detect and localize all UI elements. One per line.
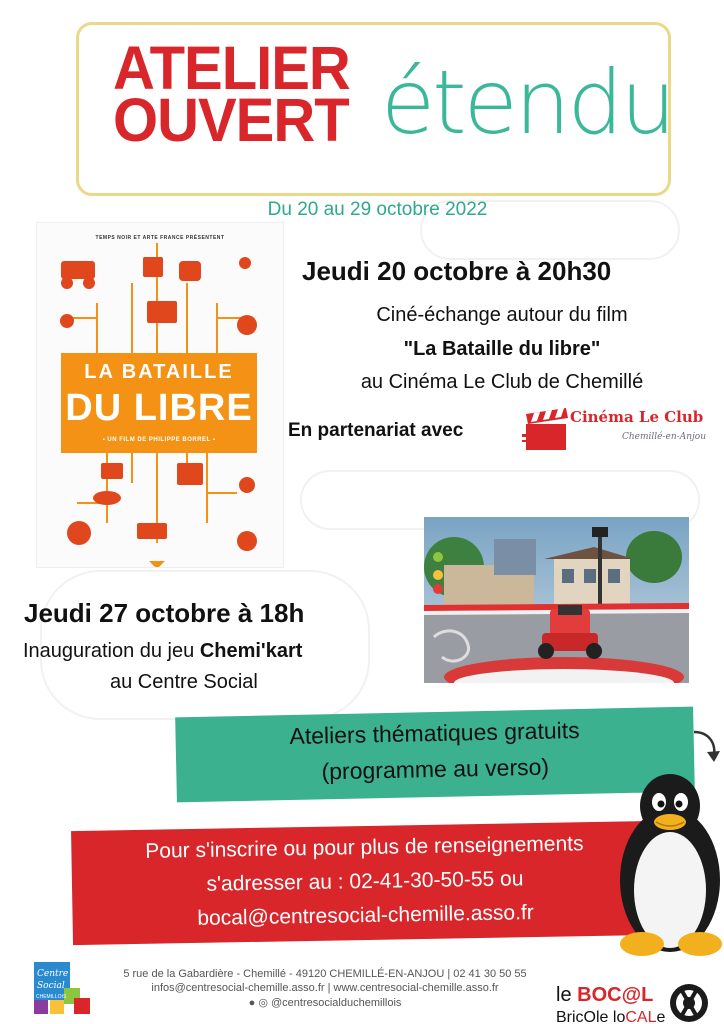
footer-web: infos@centresocial-chemille.asso.fr | www.centresocial-chemille.asso.fr	[151, 982, 499, 994]
workshops-line-1: Ateliers thématiques gratuits	[289, 716, 580, 750]
curved-arrow-icon	[692, 726, 722, 766]
tux-penguin-icon	[612, 770, 724, 960]
bocal-logo-prefix: le	[556, 984, 578, 1006]
footer-address: 5 rue de la Gabardière - Chemillé - 49120 CHEMILLÉ-EN-ANJOU | 02 41 30 50 55	[123, 968, 527, 980]
event-2-game-name: Chemi'kart	[199, 640, 303, 662]
gear-wheel-icon	[668, 982, 710, 1024]
title-script: étendu	[381, 51, 674, 154]
title-box	[76, 22, 674, 196]
poster-credit: ▪ UN FILM DE PHILIPPE BORREL ▪	[102, 437, 216, 443]
partner-label: En partenariat avec	[288, 420, 464, 441]
facebook-icon: ●	[248, 997, 256, 1009]
footer-social-handle: @centresocialduchemillois	[271, 997, 402, 1009]
signup-line-2: s'adresser au : 02-41-30-50-55 ou	[206, 867, 524, 896]
event-2-heading: Jeudi 27 octobre à 18h	[24, 598, 305, 628]
bocal-logo-sub-a: BricOle lo	[556, 1009, 626, 1024]
event-2-description	[23, 640, 302, 663]
bocal-logo-sub-b: CAL	[625, 1009, 657, 1024]
poster-presenters: TEMPS NOIR ET ARTE FRANCE PRÉSENTENT	[95, 235, 225, 241]
cinema-name: Cinéma Le Club	[570, 408, 704, 426]
cinema-city: Chemillé-en-Anjou	[622, 432, 707, 442]
bocal-logo-title	[556, 984, 665, 1007]
workshops-line-2: (programme au verso)	[321, 753, 550, 785]
event-1-heading: Jeudi 20 octobre à 20h30	[302, 256, 612, 286]
bocal-logo	[556, 984, 665, 1024]
title-line-1: ATELIER	[113, 34, 350, 103]
title-block	[113, 34, 383, 155]
cinema-logo	[522, 402, 712, 458]
centre-social-logo-text-1: Centre	[37, 969, 69, 979]
clapperboard-icon	[522, 404, 572, 456]
centre-social-logo-text-2: Social	[37, 981, 65, 991]
event-1-place: au Cinéma Le Club de Chemillé	[360, 371, 644, 393]
instagram-icon: ◎	[258, 997, 268, 1009]
title-line-2: OUVERT	[113, 86, 349, 155]
centre-social-logo	[28, 960, 96, 1018]
poster-title-banner	[61, 353, 257, 453]
bocal-logo-sub-c: e	[656, 1009, 666, 1024]
centre-social-logo-text-3: CHEMILLOIS	[36, 994, 67, 1000]
game-screenshot	[424, 517, 689, 683]
kart-game-image	[424, 517, 689, 683]
bocal-logo-name: BOC@L	[577, 984, 654, 1006]
signup-line-1: Pour s'inscrire ou pour plus de renseignements	[145, 832, 584, 863]
poster-title-main: DU LIBRE	[65, 387, 253, 429]
event-1-description: Ciné-échange autour du film	[376, 304, 628, 326]
event-2-place: au Centre Social	[110, 671, 258, 693]
signup-email: bocal@centresocial-chemille.asso.fr	[197, 901, 534, 930]
event-2-description-prefix: Inauguration du jeu	[23, 640, 200, 662]
signup-banner	[71, 821, 659, 945]
film-poster	[36, 222, 284, 568]
poster-title-top: LA BATAILLE	[84, 361, 234, 383]
date-range: Du 20 au 29 octobre 2022	[267, 199, 488, 220]
footer-social	[100, 996, 550, 1009]
event-1-film-title: "La Bataille du libre"	[403, 338, 601, 360]
bocal-logo-subtitle	[556, 1009, 665, 1024]
